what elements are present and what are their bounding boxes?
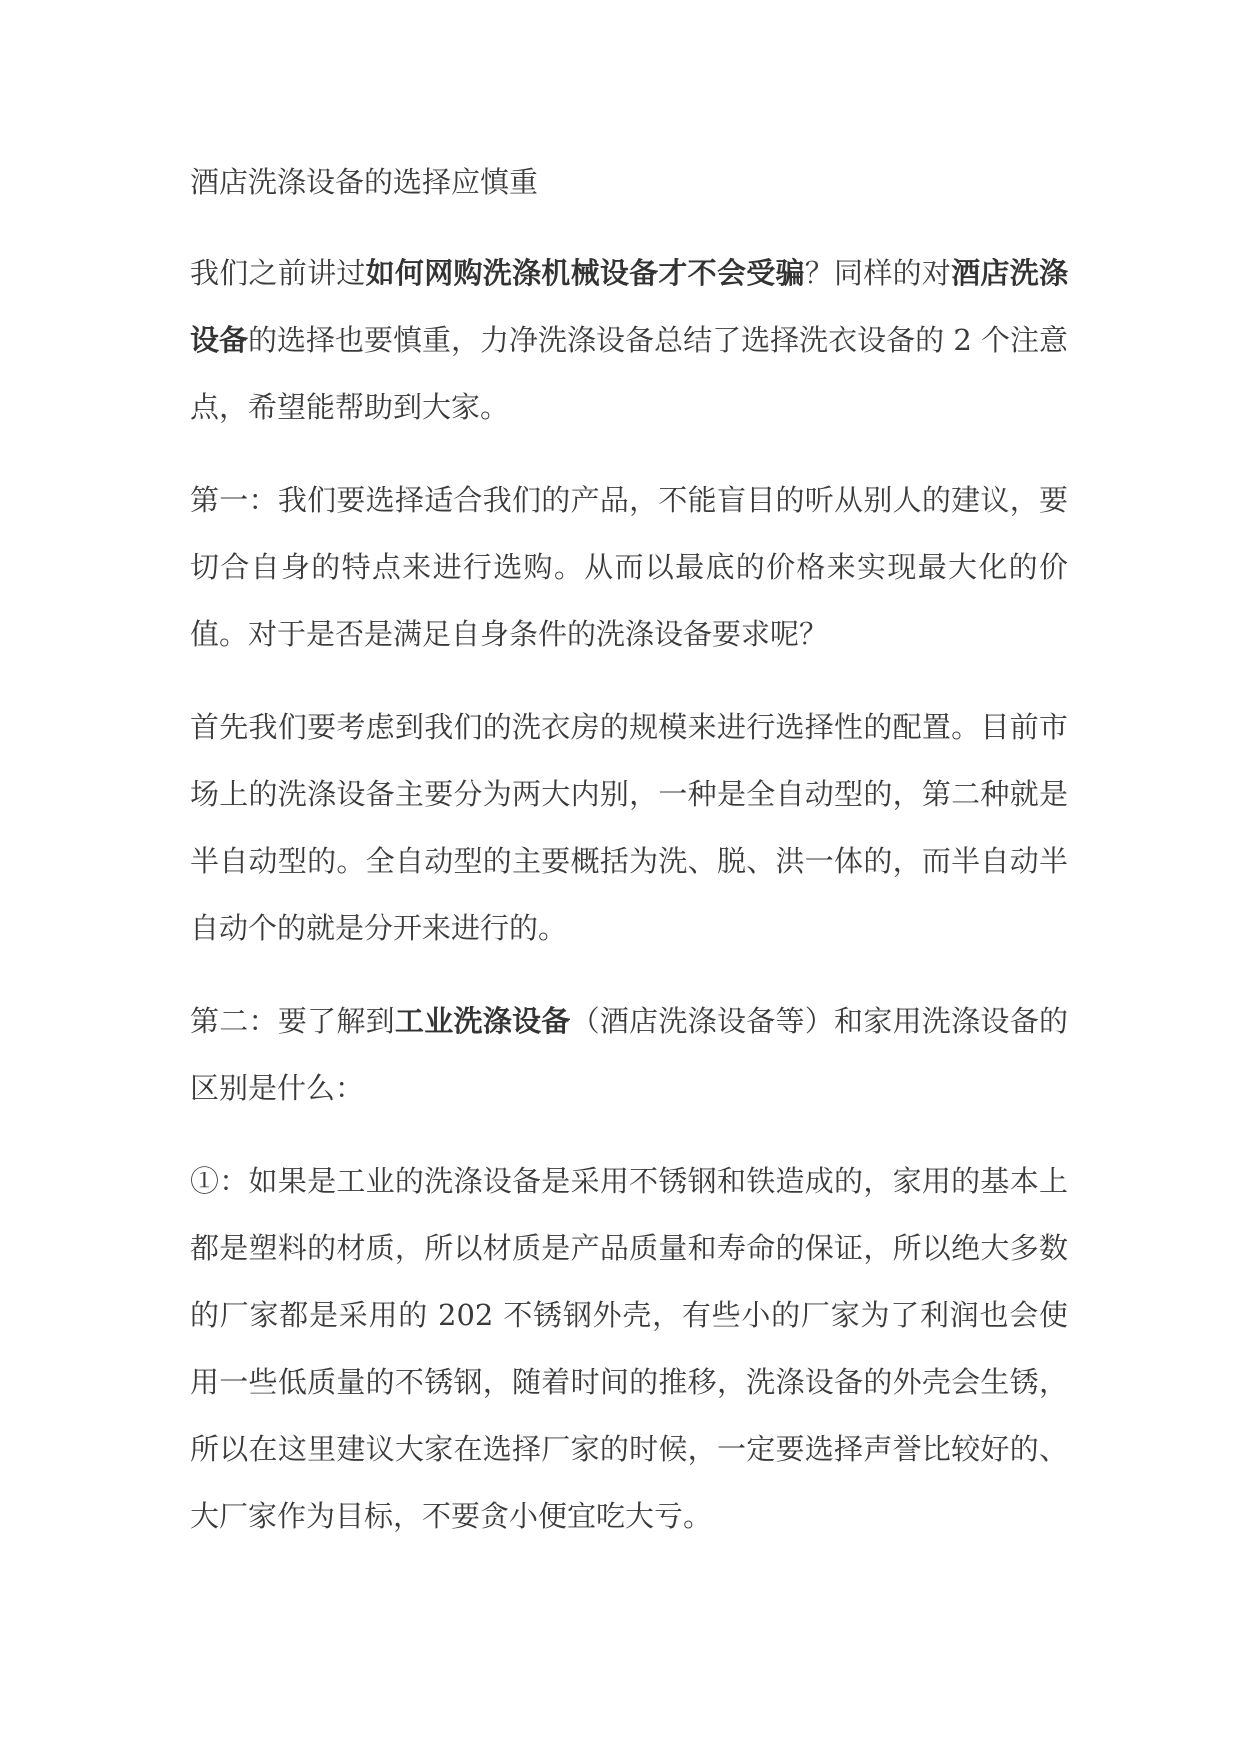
point-two-text-2: （酒店洗涤设备等）和家用洗涤设备的区别是什么： (190, 1004, 1068, 1105)
paragraph-point-two (190, 988, 1068, 1122)
paragraph-material: ①：如果是工业的洗涤设备是采用不锈钢和铁造成的，家用的基本上都是塑料的材质，所以材质是产品质量和寿命的保证，所以绝大多数的厂家都是采用的 202 不锈钢外壳，有些小的厂家为了利润也会使用一些低质量的不锈钢，随着时间的推移，洗涤设备的外壳会生锈，所以在这里建议大家在选择厂家的时候，一定要选择声誉比较好的、大厂家作为目标，不要贪小便宜吃大亏。 (190, 1164, 1068, 1533)
intro-text-1: 我们之前讲过 (190, 256, 366, 290)
intro-keyword-hotel-equipment: 酒店洗涤设备 (190, 256, 1068, 357)
paragraph-scale: 首先我们要考虑到我们的洗衣房的规模来进行选择性的配置。目前市场上的洗涤设备主要分为两大内别，一种是全自动型的，第二种就是半自动型的。全自动型的主要概括为洗、脱、洪一体的，而半自动半自动个的就是分开来进行的。 (190, 710, 1068, 945)
paragraph-intro (190, 240, 1068, 441)
document-body (190, 160, 1068, 1576)
point-two-keyword-industrial: 工业洗涤设备 (394, 1004, 571, 1038)
intro-link-online-purchase: 如何网购洗涤机械设备才不会受骗 (365, 256, 805, 290)
document-title: 酒店洗涤设备的选择应慎重 (190, 165, 539, 199)
intro-text-2: ？同样的对 (804, 256, 952, 290)
intro-text-3: 的选择也要慎重，力净洗涤设备总结了选择洗衣设备的 2 个注意点，希望能帮助到大家。 (190, 323, 1068, 424)
paragraph-point-one: 第一：我们要选择适合我们的产品，不能盲目的听从别人的建议，要切合自身的特点来进行选购。从而以最底的价格来实现最大化的价值。对于是否是满足自身条件的洗涤设备要求呢？ (190, 483, 1068, 651)
point-two-text-1: 第二：要了解到 (190, 1004, 395, 1038)
